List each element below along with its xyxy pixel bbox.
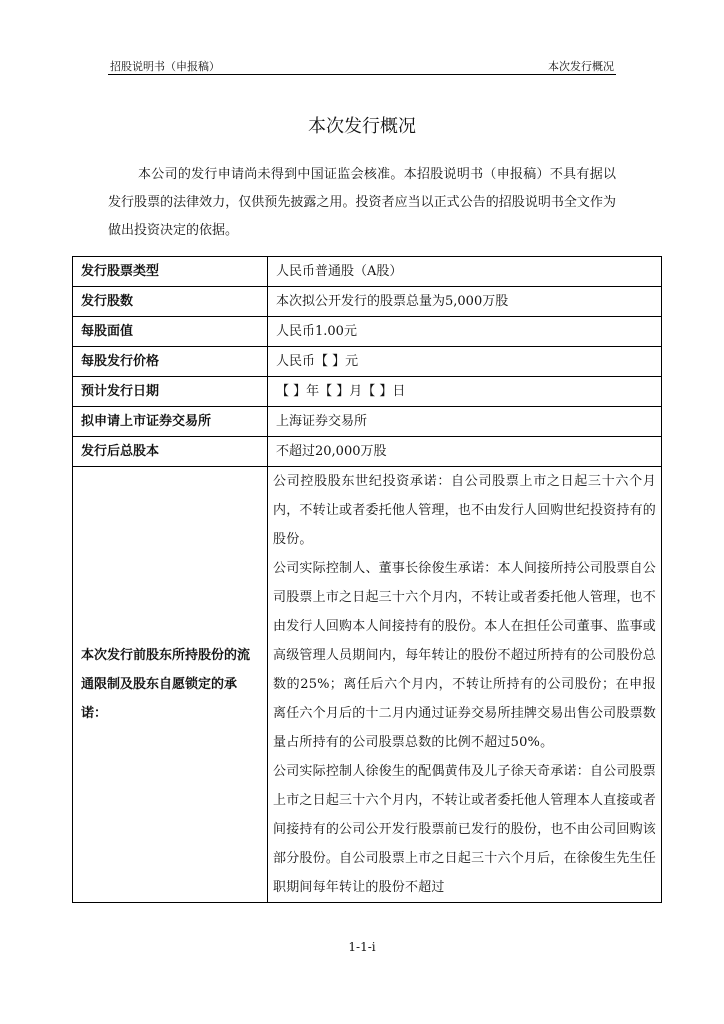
commitment-paragraph: 公司控股股东世纪投资承诺：自公司股票上市之日起三十六个月内，不转让或者委托他人管理，也不由发行人回购世纪投资持有的股份。 — [273, 474, 656, 547]
row-value: 不超过20,000万股 — [268, 437, 662, 467]
offering-info-table — [72, 256, 662, 903]
table-row — [73, 257, 662, 287]
table-row — [73, 407, 662, 437]
row-value: 人民币普通股（A股） — [268, 257, 662, 287]
table-row — [73, 317, 662, 347]
table-row — [73, 377, 662, 407]
table-row — [73, 437, 662, 467]
header-left: 招股说明书（申报稿） — [110, 60, 220, 73]
commitment-paragraph: 公司实际控制人、董事长徐俊生承诺：本人间接所持公司股票自公司股票上市之日起三十六个月内，不转让或者委托他人管理，也不由发行人回购本人间接持有的股份。本人在担任公司董事、监事或高级管理人员期间内，每年转让的股份不超过所持有的公司股份总数的25%；离任后六个月内，不转让所持有的公司股份；在申报离任六个月后的十二月内通过证券交易所挂牌交易出售公司股票数量占所持有的公司股票总数的比例不超过50%。 — [273, 561, 656, 750]
lockup-label: 本次发行前股东所持股份的流通限制及股东自愿锁定的承诺： — [73, 467, 268, 903]
commitment-paragraph: 公司实际控制人徐俊生的配偶黄伟及儿子徐天奇承诺：自公司股票上市之日起三十六个月内，不转让或者委托他人管理本人直接或者间接持有的公司公开发行股票前已发行的股份，也不由公司回购该部分股份。自公司股票上市之日起三十六个月后，在徐俊生先生任职期间每年转让的股份不超过 — [273, 764, 656, 895]
row-label: 发行后总股本 — [73, 437, 268, 467]
header-right: 本次发行概况 — [548, 60, 614, 73]
row-value: 上海证券交易所 — [268, 407, 662, 437]
header-rule — [108, 74, 616, 75]
row-label: 每股面值 — [73, 317, 268, 347]
page-title: 本次发行概况 — [308, 116, 416, 137]
lockup-commitments — [268, 467, 662, 903]
table-row — [73, 287, 662, 317]
row-value: 【 】年【 】月【 】日 — [268, 377, 662, 407]
row-label: 每股发行价格 — [73, 347, 268, 377]
page-number: 1-1-i — [348, 940, 376, 954]
row-label: 发行股票类型 — [73, 257, 268, 287]
row-label: 预计发行日期 — [73, 377, 268, 407]
table-row — [73, 347, 662, 377]
row-label: 拟申请上市证券交易所 — [73, 407, 268, 437]
row-value: 本次拟公开发行的股票总量为5,000万股 — [268, 287, 662, 317]
row-value: 人民币1.00元 — [268, 317, 662, 347]
intro-paragraph: 本公司的发行申请尚未得到中国证监会核准。本招股说明书（申报稿）不具有据以发行股票的法律效力，仅供预先披露之用。投资者应当以正式公告的招股说明书全文作为做出投资决定的依据。 — [108, 167, 616, 238]
row-label: 发行股数 — [73, 287, 268, 317]
table-row-lockup — [73, 467, 662, 903]
row-value: 人民币【 】元 — [268, 347, 662, 377]
